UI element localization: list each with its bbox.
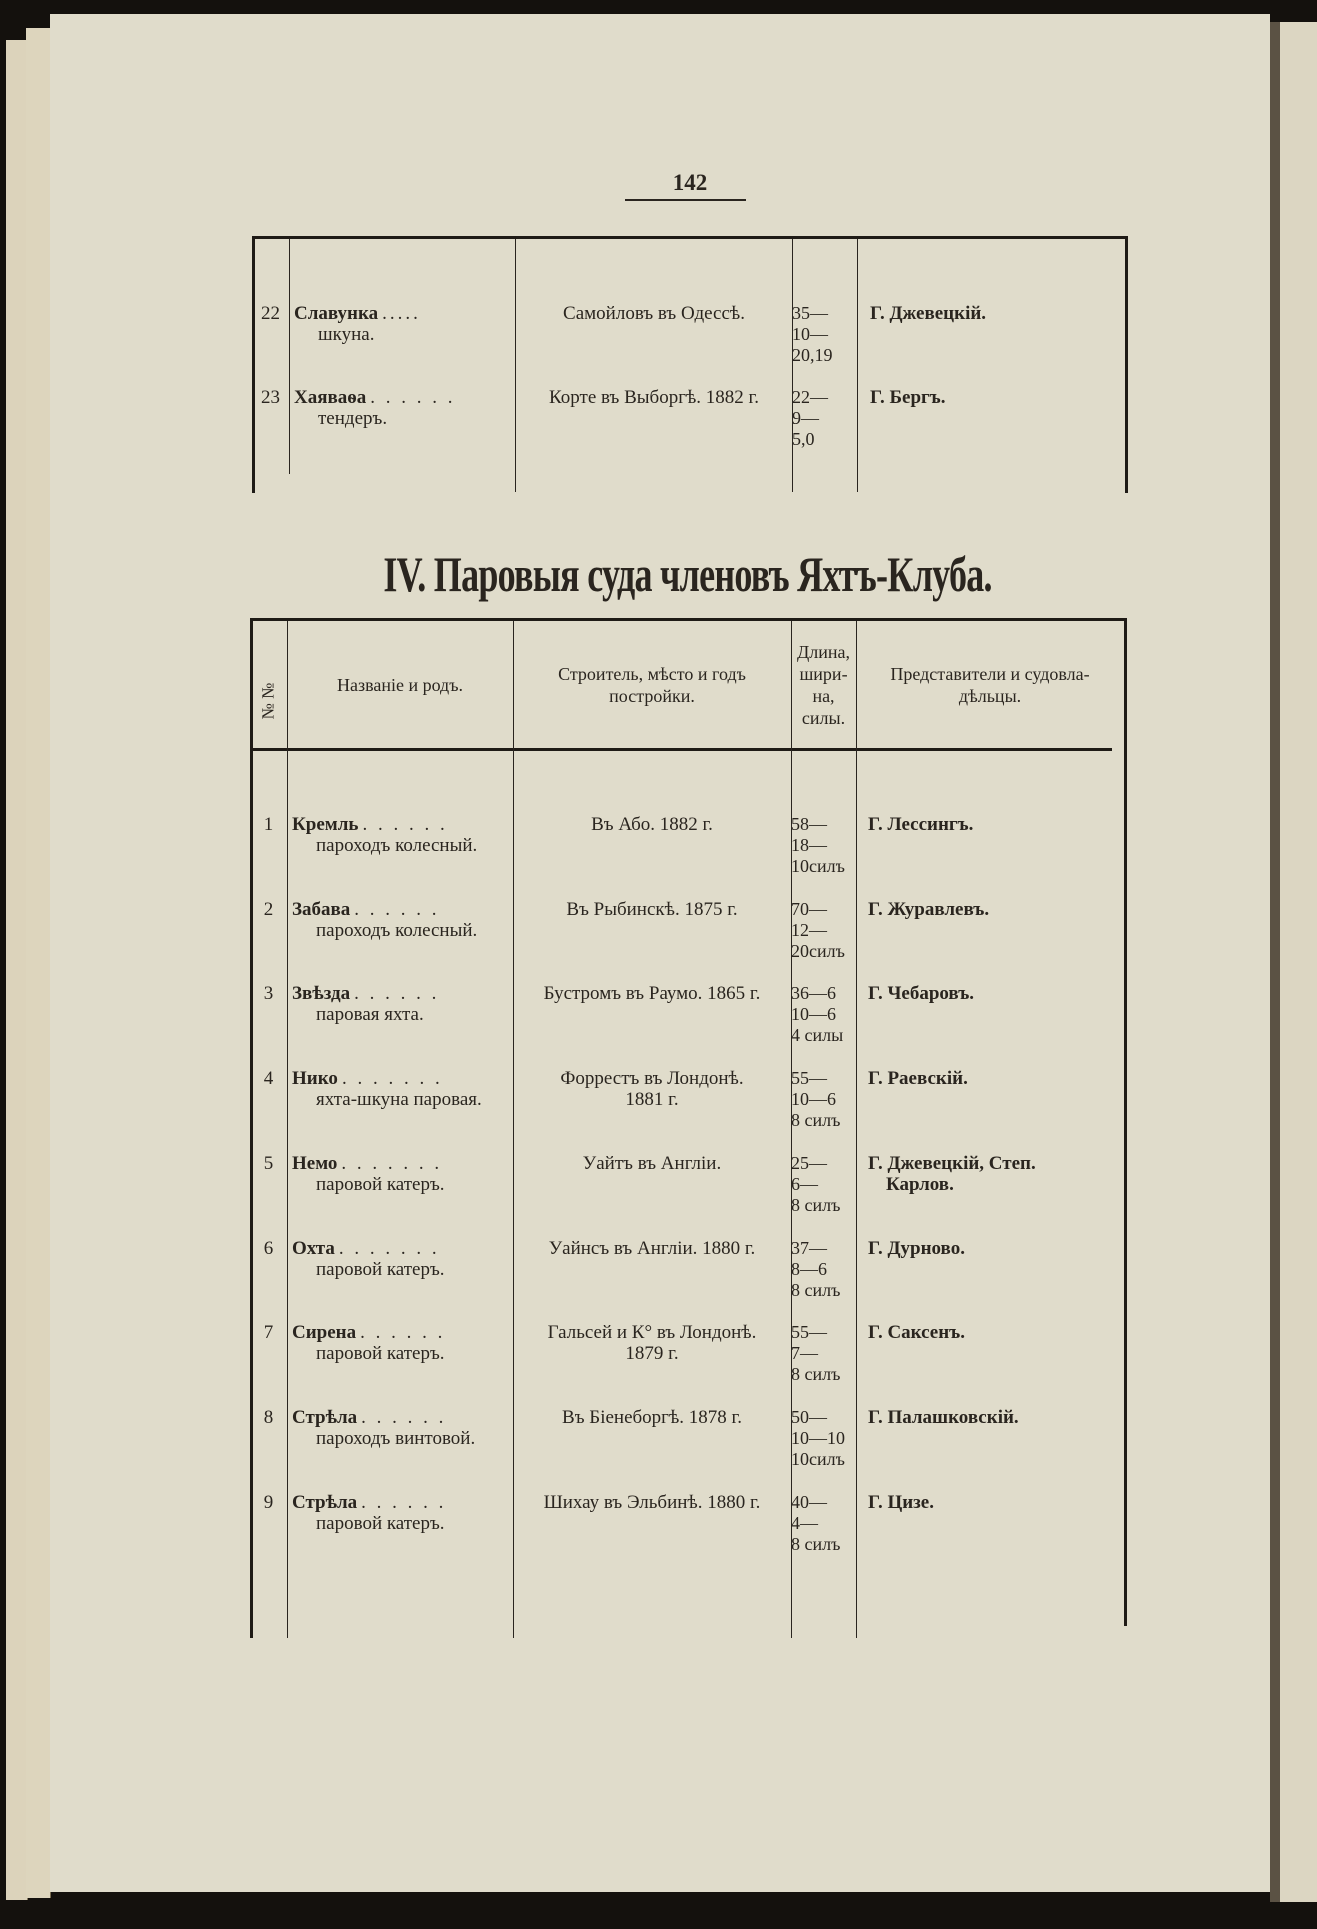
builder-line: Бустромъ въ Раумо. 1865 г. (543, 983, 761, 1005)
vessel-type: паровой катеръ. (316, 1173, 445, 1195)
vessel-name-line (294, 303, 510, 324)
owner-cell (870, 387, 1130, 408)
dimension-line: 35— (792, 303, 828, 323)
dimension-line: 10—6 (791, 1004, 836, 1025)
builder-cell (514, 1238, 790, 1259)
dimension-line: 55— (791, 1068, 827, 1089)
vessel-type: яхта-шкуна паровая. (316, 1089, 482, 1111)
builder-line: Въ Рыбинскѣ. 1875 г. (566, 898, 738, 920)
builder-cell (516, 387, 792, 408)
owner-cell (870, 303, 1130, 324)
vessel-name: Сирена (292, 1322, 357, 1344)
builder-line: Гальсей и К° въ Лондонѣ. (547, 1322, 757, 1344)
dimensions-cell (791, 983, 855, 1046)
table-top-rule (250, 618, 1126, 621)
dimension-line: 22— (792, 387, 828, 407)
leader-dots: . . . . . . (361, 1406, 447, 1428)
dimension-line: 58— (791, 814, 827, 834)
column-divider (856, 621, 857, 1638)
dimension-line: 10—10 (791, 1427, 845, 1448)
row-number: 9 (263, 1491, 274, 1513)
header-number: № № (258, 682, 278, 720)
vessel-name: Нико (292, 1068, 338, 1090)
page-stack-edge (6, 40, 28, 1900)
header-owner-line: дѣльцы. (958, 686, 1022, 706)
header-dims-line: на, (812, 686, 835, 706)
dimensions-cell (791, 1322, 855, 1385)
dimension-line: 55— (791, 1322, 827, 1343)
vessel-name-cell (292, 1238, 508, 1280)
dimensions-cell (791, 899, 855, 962)
builder-cell (514, 983, 790, 1004)
vessel-type: паровой катеръ. (316, 1512, 445, 1534)
owner-cell (868, 1492, 1128, 1513)
row-number: 8 (263, 1406, 274, 1428)
row-number: 1 (263, 814, 274, 835)
vessel-name-cell (294, 303, 510, 345)
dimension-line: 50— (791, 1406, 827, 1427)
facing-page-edge (1280, 22, 1317, 1902)
builder-line: Корте въ Выборгѣ. 1882 г. (549, 387, 759, 408)
owner-cell (868, 1322, 1128, 1343)
header-dims-line: силы. (801, 708, 846, 728)
dimensions-cell (791, 1492, 855, 1555)
dimensions-cell (791, 814, 855, 877)
dimension-line: 10—6 (791, 1089, 836, 1110)
header-owners (856, 663, 1124, 707)
page-stack-edge (26, 28, 51, 1898)
vessel-name-cell (292, 1492, 508, 1534)
owner-line: Г. Раевскій. (868, 1068, 968, 1090)
vessel-name-line (292, 899, 508, 920)
header-dims-line: шири- (799, 664, 848, 684)
dimension-line: 9— (792, 408, 819, 428)
header-builder-line: постройки. (609, 686, 695, 706)
dimension-line: 10силъ (791, 1448, 845, 1469)
leader-dots: . . . . . . (354, 898, 440, 920)
header-bottom-rule (250, 748, 1112, 751)
owner-cell (868, 1068, 1128, 1089)
dimension-line: 20,19 (792, 345, 833, 365)
vessel-name-line (294, 387, 510, 408)
builder-line: 1879 г. (625, 1343, 679, 1365)
vessel-name: Звѣзда (292, 983, 351, 1005)
header-name: Названіе и родъ. (336, 675, 464, 695)
vessel-name-line (292, 1407, 508, 1428)
header-owner-line: Представители и судовла- (890, 664, 1090, 684)
column-divider (515, 239, 516, 492)
table-left-border (252, 236, 255, 493)
dimension-line: 8—6 (791, 1258, 827, 1279)
dimension-line: 5,0 (792, 429, 815, 449)
vessel-type: паровой катеръ. (316, 1343, 445, 1365)
vessel-type: пароходъ винтовой. (316, 1427, 476, 1449)
vessel-type: паровая яхта. (316, 1004, 424, 1026)
vessel-name-cell (294, 387, 510, 429)
builder-line: Въ Біенеборгѣ. 1878 г. (562, 1406, 742, 1428)
page-number-rule (625, 199, 746, 201)
leader-dots: ..... (382, 303, 421, 324)
header-dims-line: Длина, (796, 642, 850, 662)
leader-dots: . . . . . . (362, 814, 448, 835)
owner-line: Г. Джевецкій. (870, 303, 987, 324)
owner-line: Г. Цизе. (868, 1491, 934, 1513)
table-left-border (250, 618, 253, 1638)
vessel-name-cell (292, 983, 508, 1025)
owner-line: Г. Джевецкій, Степ. (868, 1152, 1036, 1174)
builder-cell (514, 1153, 790, 1174)
builder-line: 1881 г. (625, 1089, 679, 1111)
owner-line: Г. Чебаровъ. (868, 983, 975, 1005)
builder-line: Самойловъ въ Одессѣ. (563, 303, 745, 324)
builder-cell (514, 899, 790, 920)
owner-cell (868, 814, 1128, 835)
dimension-line: 25— (791, 1152, 827, 1173)
vessel-name-line (292, 1322, 508, 1343)
owner-line: Карлов. (886, 1173, 954, 1195)
vessel-type: тендеръ. (318, 408, 388, 429)
dimension-line: 8 силъ (791, 1110, 841, 1131)
section-title (250, 545, 1126, 603)
book-page (50, 14, 1270, 1892)
dimension-line: 8 силъ (791, 1194, 841, 1215)
table-right-border (1125, 236, 1128, 493)
dimension-line: 4 силы (791, 1025, 844, 1046)
owner-cell (868, 1407, 1128, 1428)
vessel-name-line (292, 1238, 508, 1259)
row-number: 2 (263, 898, 274, 920)
dimension-line: 10силъ (791, 856, 845, 876)
dimensions-cell (791, 1238, 855, 1301)
leader-dots: . . . . . . . (341, 1152, 443, 1174)
owner-cell (868, 899, 1128, 920)
owner-cell (868, 983, 1128, 1004)
table-top-rule (252, 236, 1128, 239)
leader-dots: . . . . . . . (341, 1068, 443, 1090)
vessel-name-cell (292, 1407, 508, 1449)
dimension-line: 18— (791, 835, 827, 855)
section-title-text: IV. Паровыя суда членовъ Яхтъ-Клуба. (383, 546, 993, 602)
table-right-border (1124, 618, 1127, 1626)
leader-dots: . . . . . . (370, 387, 456, 408)
owner-line: Г. Лессингъ. (868, 814, 974, 835)
book-gutter (1270, 22, 1280, 1902)
column-divider (287, 621, 288, 1638)
dimension-line: 70— (791, 898, 827, 919)
owner-line: Г. Палашковскій. (868, 1406, 1019, 1428)
builder-cell (514, 1322, 790, 1364)
column-divider (289, 239, 290, 474)
dimensions-cell (791, 1407, 855, 1470)
vessel-type: пароходъ колесный. (316, 919, 478, 941)
owner-line: Г. Бергъ. (870, 387, 946, 408)
column-divider (857, 239, 858, 492)
vessel-name-line (292, 1492, 508, 1513)
header-dimensions (791, 641, 856, 729)
builder-cell (514, 1407, 790, 1428)
builder-cell (514, 814, 790, 835)
leader-dots: . . . . . . (360, 1322, 446, 1344)
dimension-line: 4— (791, 1512, 818, 1533)
header-builder (513, 663, 791, 707)
dimension-line: 8 силъ (791, 1533, 841, 1554)
vessel-name: Стрѣла (292, 1406, 358, 1428)
row-number: 7 (263, 1322, 274, 1344)
owner-line: Г. Саксенъ. (868, 1322, 966, 1344)
dimensions-cell (792, 303, 856, 366)
builder-line: Форрестъ въ Лондонѣ. (560, 1068, 744, 1090)
builder-cell (514, 1068, 790, 1110)
vessel-name-line (292, 1153, 508, 1174)
dimension-line: 20силъ (791, 940, 845, 961)
header-builder-line: Строитель, мѣсто и годъ (558, 664, 746, 684)
builder-line: Шихау въ Эльбинѣ. 1880 г. (543, 1491, 761, 1513)
vessel-type: паровой катеръ. (316, 1258, 445, 1280)
vessel-name: Стрѣла (292, 1491, 358, 1513)
dimension-line: 6— (791, 1173, 818, 1194)
builder-line: Въ Або. 1882 г. (591, 814, 713, 835)
vessel-name: Немо (292, 1152, 338, 1174)
dimension-line: 7— (791, 1343, 818, 1364)
vessel-name-cell (292, 1322, 508, 1364)
vessel-name-cell (292, 1068, 508, 1110)
page-number: 142 (672, 170, 708, 195)
leader-dots: . . . . . . (361, 1491, 447, 1513)
owner-line: Г. Журавлевъ. (868, 898, 990, 920)
row-number: 5 (263, 1152, 274, 1174)
row-number: 23 (261, 387, 280, 408)
owner-cell (868, 1153, 1128, 1195)
row-number: 6 (263, 1237, 274, 1259)
vessel-name: Хаяваѳа (294, 387, 367, 408)
column-divider (513, 621, 514, 1638)
builder-line: Уайтъ въ Англіи. (582, 1152, 722, 1174)
vessel-type: пароходъ колесный. (316, 835, 478, 856)
owner-cell (868, 1238, 1128, 1259)
builder-cell (514, 1492, 790, 1513)
vessel-name: Охта (292, 1237, 335, 1259)
vessel-name-line (292, 1068, 508, 1089)
vessel-name-line (292, 983, 508, 1004)
row-number: 22 (261, 303, 280, 324)
dimension-line: 36—6 (791, 983, 836, 1004)
builder-cell (516, 303, 792, 324)
vessel-name-cell (292, 814, 508, 856)
leader-dots: . . . . . . (354, 983, 440, 1005)
row-number: 3 (263, 983, 274, 1005)
dimension-line: 40— (791, 1491, 827, 1512)
builder-line: Уайнсъ въ Англіи. 1880 г. (548, 1237, 756, 1259)
vessel-name-cell (292, 1153, 508, 1195)
dimension-line: 37— (791, 1237, 827, 1258)
vessel-name: Кремль (292, 814, 359, 835)
dimensions-cell (792, 387, 856, 450)
vessel-name: Славунка (294, 303, 379, 324)
vessel-name-cell (292, 899, 508, 941)
vessel-name: Забава (292, 898, 351, 920)
dimension-line: 8 силъ (791, 1364, 841, 1385)
dimension-line: 12— (791, 919, 827, 940)
vessel-name-line (292, 814, 508, 835)
row-number: 4 (263, 1068, 274, 1090)
leader-dots: . . . . . . . (338, 1237, 440, 1259)
vessel-type: шкуна. (318, 324, 375, 345)
dimension-line: 8 силъ (791, 1279, 841, 1300)
dimensions-cell (791, 1153, 855, 1216)
owner-line: Г. Дурново. (868, 1237, 965, 1259)
dimension-line: 10— (792, 324, 828, 344)
dimensions-cell (791, 1068, 855, 1131)
